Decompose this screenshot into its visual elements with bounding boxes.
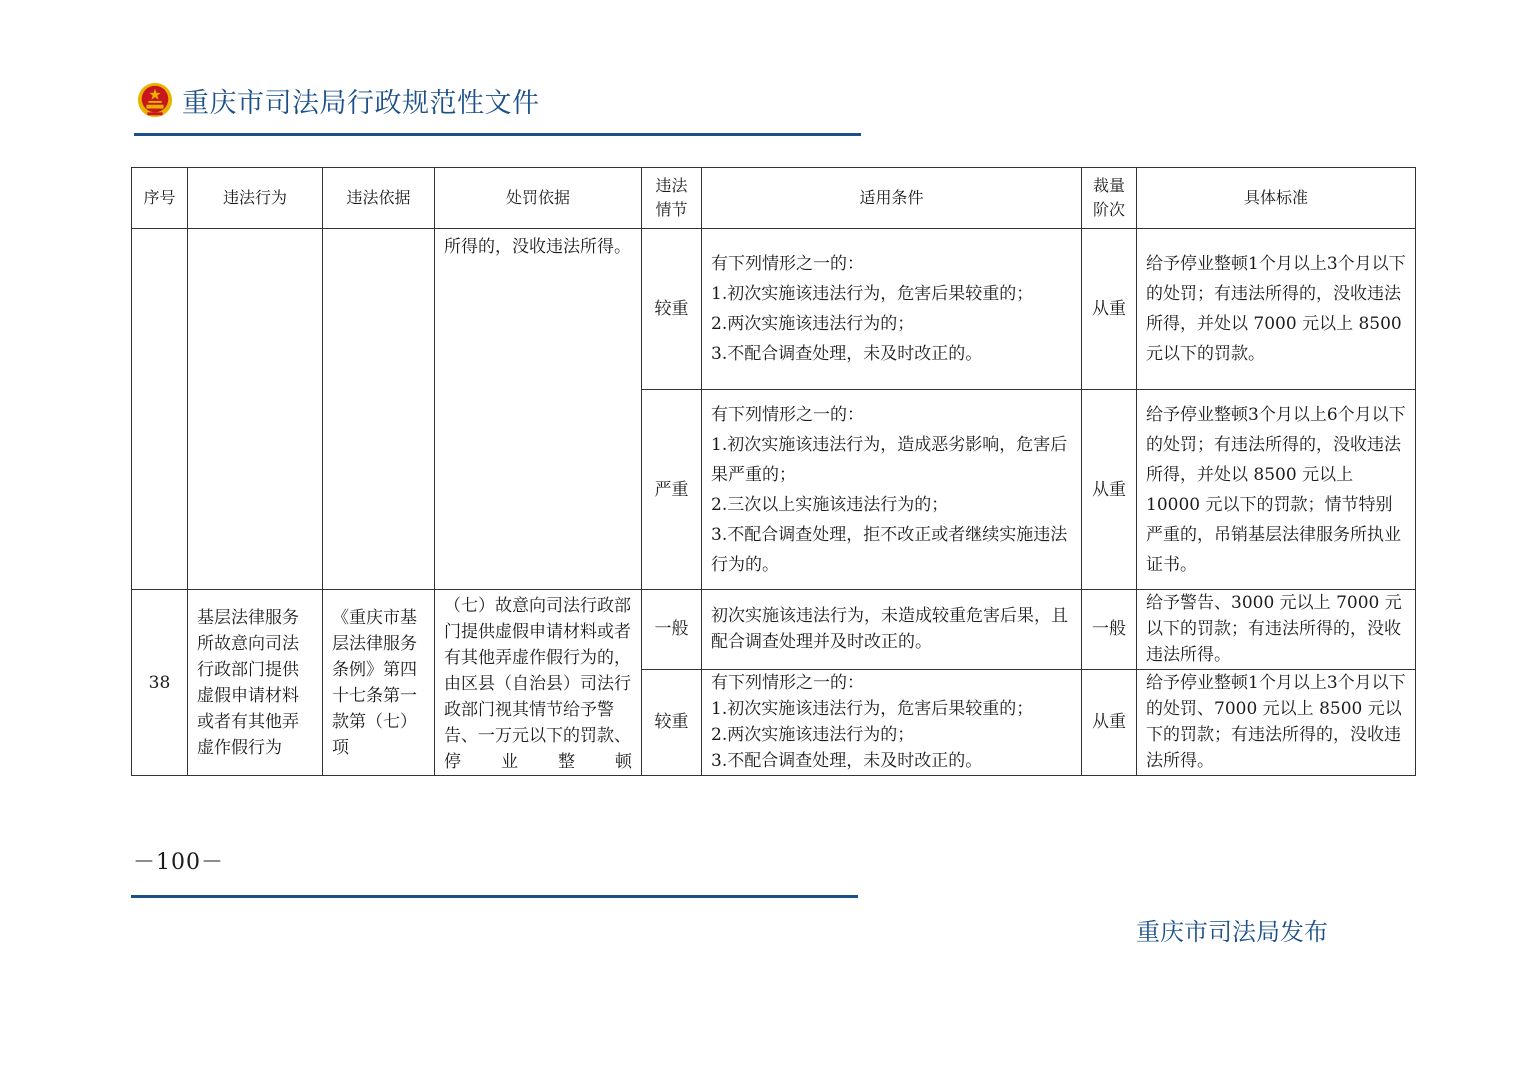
cell-circumstance: 较重: [642, 669, 702, 775]
table-header-row: [132, 168, 1416, 229]
national-emblem-icon: [136, 81, 174, 119]
cell-circumstance: 较重: [642, 229, 702, 390]
condition-line: 3.不配合调查处理，拒不改正或者继续实施违法行为的。: [711, 524, 1068, 575]
cell-behavior-empty: [188, 229, 323, 590]
header-divider: [134, 133, 861, 136]
cell-penalty-basis: 所得的，没收违法所得。: [435, 229, 642, 590]
header-behavior: 违法行为: [188, 168, 323, 229]
condition-line: 有下列情形之一的：: [711, 404, 864, 425]
header-conditions: 适用条件: [702, 168, 1082, 229]
condition-line: 2.两次实施该违法行为的；: [711, 314, 915, 334]
cell-conditions: [702, 590, 1082, 670]
page-number: －100－: [133, 850, 224, 875]
document-header: [136, 78, 540, 122]
cell-level: 从重: [1082, 229, 1137, 390]
header-basis: 违法依据: [323, 168, 435, 229]
header-penalty-basis: 处罚依据: [435, 168, 642, 229]
cell-level: 从重: [1082, 669, 1137, 775]
header-title: 重庆市司法局行政规范性文件: [182, 87, 540, 119]
condition-line: 1.初次实施该违法行为，造成恶劣影响，危害后果严重的；: [711, 434, 1068, 485]
header-circumstance: 违法情节: [642, 168, 702, 229]
header-number: 序号: [132, 168, 188, 229]
cell-basis-empty: [323, 229, 435, 590]
condition-line: 有下列情形之一的：: [711, 673, 864, 694]
cell-conditions: [702, 669, 1082, 775]
cell-standard: 给予警告、3000 元以上 7000 元以下的罚款；有违法所得的，没收违法所得。: [1137, 590, 1416, 670]
condition-line: 1.初次实施该违法行为，危害后果较重的；: [711, 699, 1034, 720]
header-standard: 具体标准: [1137, 168, 1416, 229]
cell-standard: 给予停业整顿3个月以上6个月以下的处罚；有违法所得的，没收违法所得，并处以 8500 元以上 10000 元以下的罚款；情节特别严重的，吊销基层法律服务所执业证书。: [1137, 390, 1416, 590]
footer-divider: [131, 895, 858, 898]
cell-basis: 《重庆市基层法律服务条例》第四十七条第一款第（七）项: [323, 590, 435, 776]
condition-line: 有下列情形之一的：: [711, 254, 864, 274]
cell-number: 38: [132, 590, 188, 776]
condition-line: 1.初次实施该违法行为，危害后果较重的；: [711, 284, 1034, 304]
header-level: 裁量阶次: [1082, 168, 1137, 229]
condition-line: 2.三次以上实施该违法行为的；: [711, 494, 949, 515]
condition-line: 3.不配合调查处理，未及时改正的。: [711, 344, 983, 364]
cell-penalty-basis: （七）故意向司法行政部门提供虚假申请材料或者有其他弄虚作假行为的，由区县（自治县）司法行政部门视其情节给予警告、一万元以下的罚款、停业整顿: [435, 590, 642, 776]
condition-line: 初次实施该违法行为，未造成较重危害后果，且配合调查处理并及时改正的。: [711, 606, 1068, 653]
cell-standard: 给予停业整顿1个月以上3个月以下的处罚；有违法所得的，没收违法所得，并处以 7000 元以上 8500 元以下的罚款。: [1137, 229, 1416, 390]
cell-conditions: [702, 229, 1082, 390]
table-row: [132, 590, 1416, 670]
condition-line: 3.不配合调查处理，未及时改正的。: [711, 751, 983, 772]
cell-conditions: [702, 390, 1082, 590]
condition-line: 2.两次实施该违法行为的；: [711, 725, 915, 746]
table-row: [132, 229, 1416, 390]
cell-level: 从重: [1082, 390, 1137, 590]
publisher-label: 重庆市司法局发布: [1136, 918, 1328, 946]
cell-circumstance: 严重: [642, 390, 702, 590]
cell-number-empty: [132, 229, 188, 590]
penalty-standards-table: [131, 167, 1416, 776]
cell-level: 一般: [1082, 590, 1137, 670]
cell-standard: 给予停业整顿1个月以上3个月以下的处罚、7000 元以上 8500 元以下的罚款；有违法所得的，没收违法所得。: [1137, 669, 1416, 775]
cell-behavior: 基层法律服务所故意向司法行政部门提供虚假申请材料或者有其他弄虚作假行为: [188, 590, 323, 776]
cell-circumstance: 一般: [642, 590, 702, 670]
